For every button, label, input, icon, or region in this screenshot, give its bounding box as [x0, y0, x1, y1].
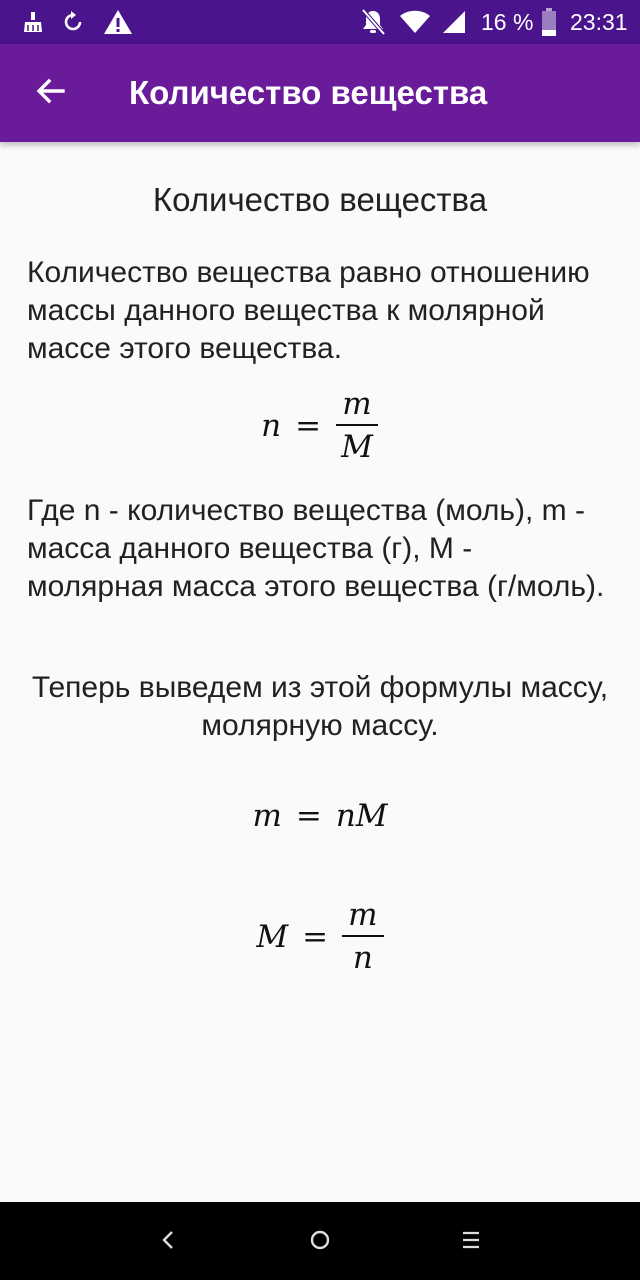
- formula-equals: =: [295, 408, 322, 444]
- article-heading: Количество вещества: [152, 181, 488, 218]
- formula-fraction: [335, 386, 379, 466]
- formula-denominator: M: [341, 429, 373, 465]
- formula-fraction: [342, 897, 383, 977]
- formula-mass: [0, 798, 640, 834]
- status-bar: [0, 0, 640, 44]
- app-bar: [0, 44, 640, 142]
- signal-icon: [440, 7, 468, 37]
- article-content[interactable]: [0, 142, 640, 1202]
- arrow-back-icon: [34, 75, 66, 112]
- formula-rhs: nM: [335, 798, 388, 834]
- formula-numerator: m: [336, 386, 377, 426]
- battery-percent: 16 %: [481, 9, 534, 35]
- app-title: Количество вещества: [129, 74, 488, 111]
- nav-menu-icon: [460, 1228, 482, 1257]
- formula-denominator: n: [352, 940, 373, 976]
- definition-paragraph: Количество вещества равно отношению массы данного вещества к молярной массе этого вещества.: [27, 256, 590, 365]
- nav-back-icon: [158, 1228, 178, 1257]
- sync-icon: [58, 7, 88, 37]
- nav-menu-button[interactable]: [449, 1220, 493, 1264]
- nav-home-button[interactable]: [298, 1220, 342, 1264]
- formula-lhs: n: [261, 408, 282, 444]
- notifications-off-icon: [358, 7, 388, 37]
- clock: 23:31: [570, 9, 628, 35]
- battery-icon: [541, 7, 557, 37]
- formula-lhs: m: [252, 798, 282, 834]
- navigation-bar: [0, 1202, 640, 1280]
- derivation-paragraph: Теперь выведем из этой формулы массу, молярную массу.: [31, 671, 609, 742]
- variables-paragraph: Где n - количество вещества (моль), m - масса данного вещества (г), М - молярная масса этого вещества (г/моль).: [27, 494, 605, 603]
- formula-amount: [0, 386, 640, 466]
- formula-molar-mass: [0, 897, 640, 977]
- formula-equals: =: [295, 798, 322, 834]
- cleaner-icon: [20, 7, 46, 37]
- warning-icon: [102, 7, 134, 37]
- formula-lhs: M: [256, 919, 289, 955]
- nav-back-button[interactable]: [146, 1220, 190, 1264]
- formula-numerator: m: [342, 897, 383, 937]
- formula-equals: =: [302, 919, 329, 955]
- back-button[interactable]: [22, 69, 78, 117]
- nav-home-icon: [308, 1228, 332, 1257]
- wifi-icon: [398, 7, 432, 37]
